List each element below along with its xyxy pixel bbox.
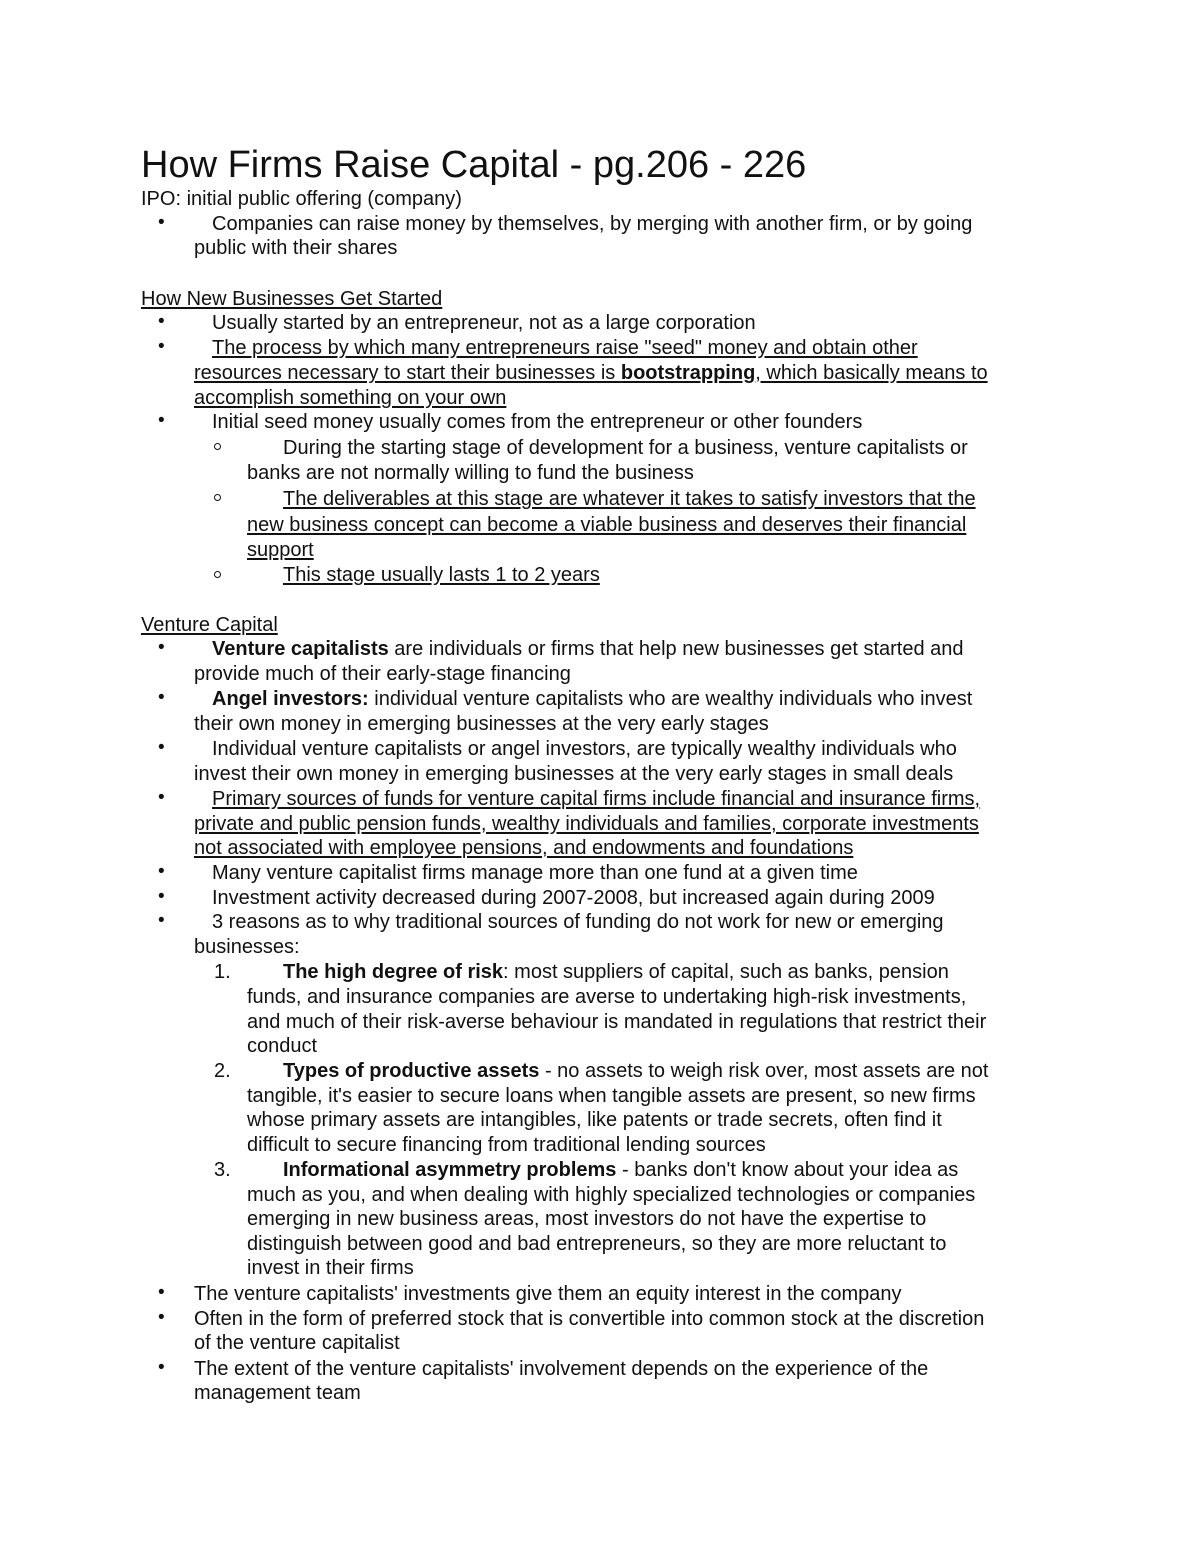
intro-bullet-line: Companies can raise money by themselves, by merging with another firm, or by going [212, 213, 973, 235]
sub-bullet-icon [214, 571, 221, 578]
list-item-continuation: management team [194, 1382, 361, 1404]
list-number: 3. [214, 1159, 231, 1181]
list-number: 1. [214, 961, 231, 983]
text-run: , which basically means to [755, 362, 988, 384]
list-item-continuation: their own money in emerging businesses at the very early stages [194, 713, 769, 735]
text-run: individual venture capitalists who are wealthy individuals who invest [368, 688, 973, 710]
term-productive-assets: Types of productive assets [283, 1060, 540, 1082]
list-item: The venture capitalists' investments give them an equity interest in the company [194, 1283, 902, 1305]
list-item-continuation: of the venture capitalist [194, 1332, 400, 1354]
sub-list-item-continuation: support [247, 539, 314, 561]
list-item: Usually started by an entrepreneur, not as a large corporation [212, 312, 756, 334]
text-run: - banks don't know about your idea as [616, 1159, 959, 1181]
term-high-degree-of-risk: The high degree of risk [283, 961, 504, 983]
numbered-item [283, 960, 949, 984]
sub-list-item-continuation: new business concept can become a viable business and deserves their financial [247, 514, 967, 536]
sub-bullet-icon [214, 443, 221, 450]
bullet-icon: • [158, 687, 165, 708]
list-item: Initial seed money usually comes from the entrepreneur or other founders [212, 411, 863, 433]
sub-list-item: During the starting stage of development for a business, venture capitalists or [283, 437, 968, 459]
list-item: Individual venture capitalists or angel investors, are typically wealthy individuals who [212, 738, 957, 760]
bullet-icon: • [158, 410, 165, 431]
numbered-item-continuation: and much of their risk-averse behaviour is mandated in regulations that restrict their [247, 1011, 987, 1033]
text-run: resources necessary to start their businesses is [194, 362, 621, 384]
numbered-item-continuation: tangible, it's easier to secure loans when tangible assets are present, so new firms [247, 1085, 976, 1107]
numbered-item-continuation: whose primary assets are intangibles, like patents or trade secrets, often find it [247, 1109, 942, 1131]
bullet-icon: • [158, 787, 165, 808]
numbered-item [283, 1158, 958, 1182]
bullet-icon: • [158, 336, 165, 357]
bullet-icon: • [158, 637, 165, 658]
numbered-item-continuation: much as you, and when dealing with highly specialized technologies or companies [247, 1184, 976, 1206]
ipo-definition: IPO: initial public offering (company) [141, 188, 462, 210]
list-item [212, 687, 972, 711]
list-item-continuation: provide much of their early-stage financing [194, 663, 571, 685]
sub-bullet-icon [214, 494, 221, 501]
bullet-icon: • [158, 212, 165, 233]
list-item: The process by which many entrepreneurs raise "seed" money and obtain other [212, 337, 918, 359]
list-item-continuation: invest their own money in emerging businesses at the very early stages in small deals [194, 763, 954, 785]
list-item-continuation: not associated with employee pensions, and endowments and foundations [194, 837, 854, 859]
numbered-item-continuation: conduct [247, 1035, 318, 1057]
bootstrapping-term: bootstrapping [620, 362, 756, 384]
term-venture-capitalists: Venture capitalists [212, 638, 389, 660]
term-angel-investors: Angel investors: [212, 688, 369, 710]
list-item: Many venture capitalist firms manage more than one fund at a given time [212, 862, 858, 884]
bullet-icon: • [158, 1357, 165, 1378]
numbered-item [283, 1059, 988, 1083]
text-run: are individuals or firms that help new businesses get started and [388, 638, 964, 660]
bullet-icon: • [158, 886, 165, 907]
numbered-item-continuation: invest in their firms [247, 1257, 414, 1279]
list-item-continuation: private and public pension funds, wealthy individuals and families, corporate investments [194, 813, 979, 835]
list-item-continuation [194, 361, 988, 385]
document-title: How Firms Raise Capital - pg.206 - 226 [141, 144, 807, 186]
bullet-icon: • [158, 861, 165, 882]
sub-list-item-continuation: banks are not normally willing to fund the business [247, 462, 694, 484]
bullet-icon: • [158, 1282, 165, 1303]
sub-list-item: This stage usually lasts 1 to 2 years [283, 564, 600, 586]
text-run: - no assets to weigh risk over, most assets are not [539, 1060, 989, 1082]
bullet-icon: • [158, 311, 165, 332]
list-number: 2. [214, 1060, 231, 1082]
list-item-continuation: accomplish something on your own [194, 387, 507, 409]
text-run: : most suppliers of capital, such as banks, pension [503, 961, 949, 983]
list-item: The extent of the venture capitalists' involvement depends on the experience of the [194, 1358, 929, 1380]
numbered-item-continuation: distinguish between good and bad entrepreneurs, so they are more reluctant to [247, 1233, 947, 1255]
numbered-item-continuation: emerging in new business areas, most investors do not have the expertise to [247, 1208, 927, 1230]
term-informational-asymmetry: Informational asymmetry problems [283, 1159, 617, 1181]
sub-list-item: The deliverables at this stage are whatever it takes to satisfy investors that the [283, 488, 976, 510]
numbered-item-continuation: difficult to secure financing from traditional lending sources [247, 1134, 766, 1156]
list-item: Primary sources of funds for venture capital firms include financial and insurance firms, [212, 788, 981, 810]
list-item: 3 reasons as to why traditional sources of funding do not work for new or emerging [212, 911, 944, 933]
bullet-icon: • [158, 1307, 165, 1328]
bullet-icon: • [158, 737, 165, 758]
bullet-icon: • [158, 910, 165, 931]
intro-bullet-line: public with their shares [194, 237, 398, 259]
section-heading-new-businesses: How New Businesses Get Started [141, 288, 443, 310]
list-item: Often in the form of preferred stock that is convertible into common stock at the discretion [194, 1308, 985, 1330]
list-item: Investment activity decreased during 2007-2008, but increased again during 2009 [212, 887, 935, 909]
list-item [212, 637, 964, 661]
section-heading-venture-capital: Venture Capital [141, 614, 278, 636]
numbered-item-continuation: funds, and insurance companies are averse to undertaking high-risk investments, [247, 986, 967, 1008]
list-item-continuation: businesses: [194, 936, 300, 958]
